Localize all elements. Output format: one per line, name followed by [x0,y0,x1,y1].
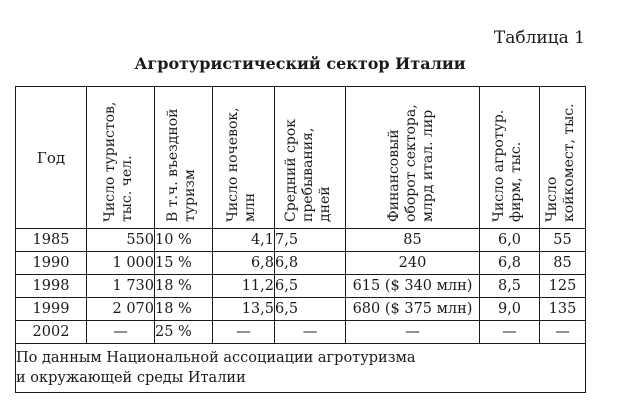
agrotourism-table [15,86,586,393]
cell-firms: 9,0 [480,298,540,321]
cell-tourists: 550 [87,229,155,252]
header-beds-label: Число койкомест, тыс. [543,103,577,222]
cell-nights: 4,1 [213,229,275,252]
header-foreign-label: В т.ч. въездной туризм [164,108,198,222]
cell-stay: 7,5 [275,229,346,252]
cell-foreign: 18 % [155,275,213,298]
cell-stay: 6,5 [275,275,346,298]
cell-firms: 6,8 [480,252,540,275]
cell-tourists: 1 000 [87,252,155,275]
cell-stay: — [275,321,346,344]
header-stay [275,87,346,229]
table-row [16,252,586,275]
cell-beds: 125 [540,275,586,298]
cell-foreign: 18 % [155,298,213,321]
cell-foreign: 25 % [155,321,213,344]
cell-turnover: — [346,321,480,344]
header-nights [213,87,275,229]
cell-nights: 11,2 [213,275,275,298]
cell-year: 2002 [16,321,87,344]
cell-stay: 6,5 [275,298,346,321]
cell-beds: 135 [540,298,586,321]
cell-beds: 55 [540,229,586,252]
table-row [16,275,586,298]
cell-turnover: 680 ($ 375 млн) [346,298,480,321]
cell-foreign: 15 % [155,252,213,275]
table-number: Таблица 1 [493,28,585,48]
note-row [16,344,586,393]
table-row [16,321,586,344]
cell-beds: — [540,321,586,344]
table-row [16,229,586,252]
header-firms-label: Число агротур. фирм, тыс. [490,109,524,222]
cell-firms: — [480,321,540,344]
header-firms [480,87,540,229]
cell-turnover: 85 [346,229,480,252]
header-beds [540,87,586,229]
cell-year: 1998 [16,275,87,298]
note-line-1: По данным Национальной ассоциации агротуризма [16,350,416,366]
cell-turnover: 240 [346,252,480,275]
cell-firms: 6,0 [480,229,540,252]
cell-turnover: 615 ($ 340 млн) [346,275,480,298]
cell-nights: — [213,321,275,344]
note-line-2: и окружающей среды Италии [16,370,246,386]
cell-foreign: 10 % [155,229,213,252]
header-foreign [155,87,213,229]
cell-beds: 85 [540,252,586,275]
table-row [16,298,586,321]
header-tourists [87,87,155,229]
header-year: Год [16,87,87,229]
cell-year: 1985 [16,229,87,252]
cell-year: 1999 [16,298,87,321]
table-title: Агротуристический сектор Италии [134,54,466,73]
cell-stay: 6,8 [275,252,346,275]
header-tourists-label: Число туристов, тыс. чел. [101,101,135,222]
header-row [16,87,586,229]
cell-year: 1990 [16,252,87,275]
header-nights-label: Число ночевок, млн [224,107,258,222]
cell-firms: 8,5 [480,275,540,298]
table-note [16,344,586,393]
cell-tourists: — [87,321,155,344]
header-stay-label: Средний срок пребывания, дней [283,118,333,222]
header-turnover-label: Финансовый оборот сектора, млрд итал. лир [385,104,436,222]
cell-nights: 13,5 [213,298,275,321]
cell-nights: 6,8 [213,252,275,275]
cell-tourists: 2 070 [87,298,155,321]
header-turnover [346,87,480,229]
cell-tourists: 1 730 [87,275,155,298]
